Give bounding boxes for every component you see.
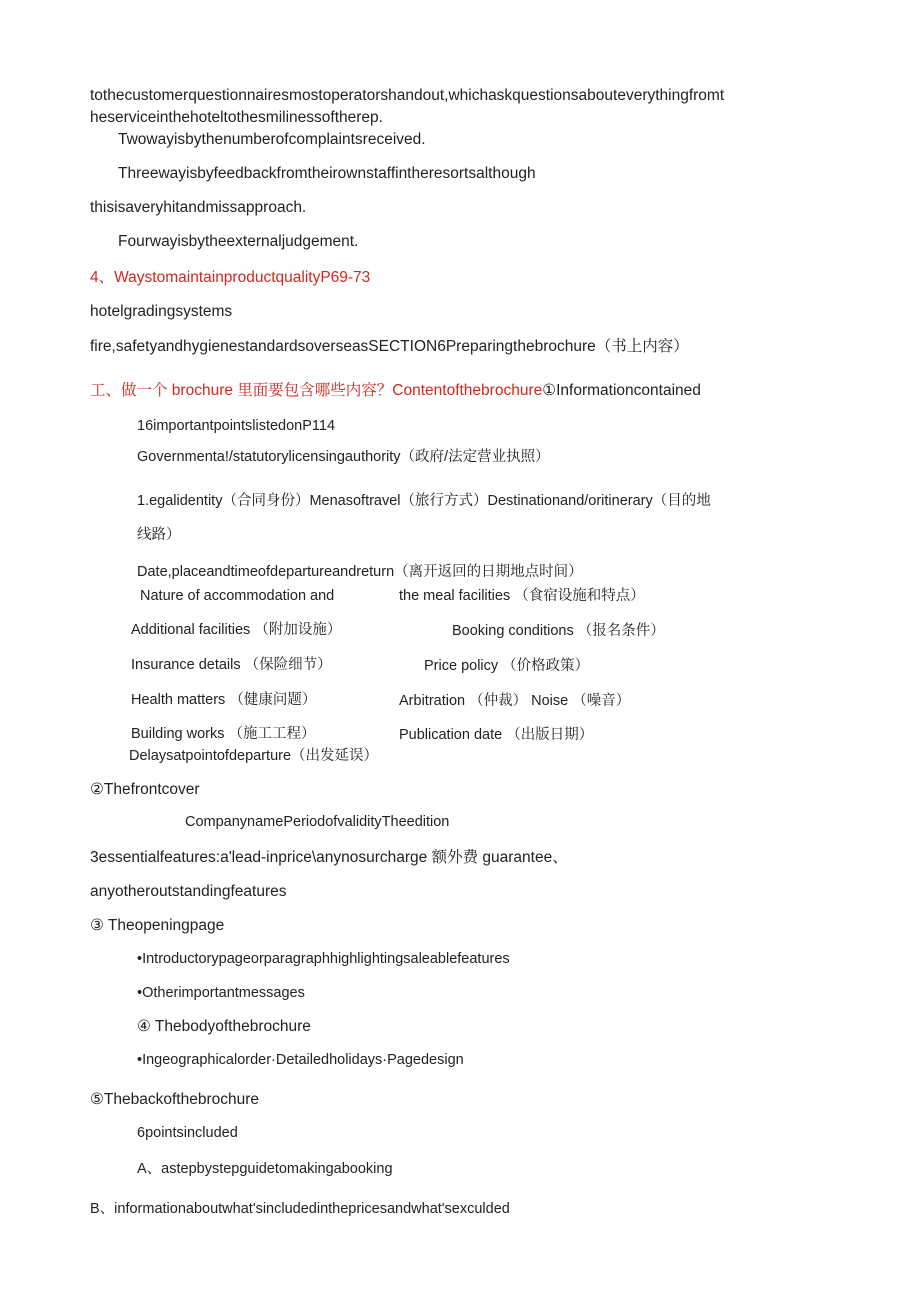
legal-identity-line2: 线路）	[137, 527, 181, 543]
brochure-question-red: 工、做一个 brochure 里面要包含哪些内容？Contentofthebrochure	[90, 382, 543, 399]
additional-facilities: Additional facilities （附加设施）	[131, 622, 342, 638]
front-cover-items: CompanynamePeriodofvalidityTheedition	[185, 814, 450, 830]
geographical-order-item: •Ingeographicalorder·Detailedholidays·Pagedesign	[137, 1052, 464, 1068]
building-works: Building works （施工工程）	[131, 726, 316, 742]
heading-maintain-quality: 4、WaystomaintainproductqualityP69-73	[90, 269, 371, 286]
way-three-continued: thisisaveryhitandmissapproach.	[90, 199, 307, 216]
health-matters: Health matters （健康问题）	[131, 692, 317, 708]
insurance-details: Insurance details （保险细节）	[131, 657, 332, 673]
back-of-brochure-heading: ⑤Thebackofthebrochure	[90, 1091, 259, 1108]
fire-safety-text: fire,safetyandhygienestandardsoverseasSECTION6Preparingthebrochure（书上内容）	[90, 338, 689, 355]
point-b-text: B、informationaboutwhat'sincludedinthepricesandwhat'sexculded	[90, 1201, 510, 1217]
arbitration-noise: Arbitration （仲裁） Noise （噪音）	[399, 693, 631, 709]
governmental-licensing: Governmenta!/statutorylicensingauthority（政府/法定营业执照）	[137, 449, 550, 465]
way-four-text: Fourwayisbytheexternaljudgement.	[118, 233, 359, 250]
price-policy: Price policy （价格政策）	[424, 658, 590, 674]
delays-departure: Delaysatpointofdeparture（出发延误）	[129, 748, 379, 764]
booking-conditions: Booking conditions （报名条件）	[452, 623, 665, 639]
introductory-page-item: •Introductorypageorparagraphhighlightingsaleablefeatures	[137, 951, 510, 967]
information-contained: ①Informationcontained	[542, 382, 701, 399]
essential-features-line1: 3essentialfeatures:a'lead-inprice\anynosurcharge 额外费 guarantee、	[90, 849, 568, 866]
other-messages-item: •Otherimportantmessages	[137, 985, 305, 1001]
way-two-text: Twowayisbythenumberofcomplaintsreceived.	[118, 131, 426, 148]
brochure-question-heading	[90, 381, 701, 401]
date-place-time: Date,placeandtimeofdepartureandreturn（离开返回的日期地点时间）	[137, 564, 583, 580]
point-a-text: A、astepbystepguidetomakingabooking	[137, 1161, 393, 1177]
opening-page-heading: ③ Theopeningpage	[90, 917, 225, 934]
hotel-grading-text: hotelgradingsystems	[90, 303, 233, 320]
meal-facilities: the meal facilities （食宿设施和特点）	[399, 588, 645, 604]
way-three-text: Threewayisbyfeedbackfromtheirownstaffintheresortsalthough	[118, 165, 536, 182]
six-points-text: 6pointsincluded	[137, 1125, 238, 1141]
paragraph-questionnaire-line1: tothecustomerquestionnairesmostoperatorshandout,whichaskquestionsabouteverythingfromt	[90, 87, 725, 104]
legal-identity-line1: 1.egalidentity（合同身份）Menasoftravel（旅行方式）Destinationand/oritinerary（目的地	[137, 493, 711, 509]
sixteen-points-text: 16importantpointslistedonP114	[137, 418, 336, 434]
body-of-brochure-heading: ④ Thebodyofthebrochure	[137, 1018, 311, 1035]
publication-date: Publication date （出版日期）	[399, 727, 594, 743]
paragraph-questionnaire-line2: heserviceinthehoteltothesmilinessoftherep.	[90, 109, 383, 126]
essential-features-line2: anyotheroutstandingfeatures	[90, 883, 287, 900]
front-cover-heading: ②Thefrontcover	[90, 781, 200, 798]
nature-of-accommodation: Nature of accommodation and	[140, 588, 335, 604]
